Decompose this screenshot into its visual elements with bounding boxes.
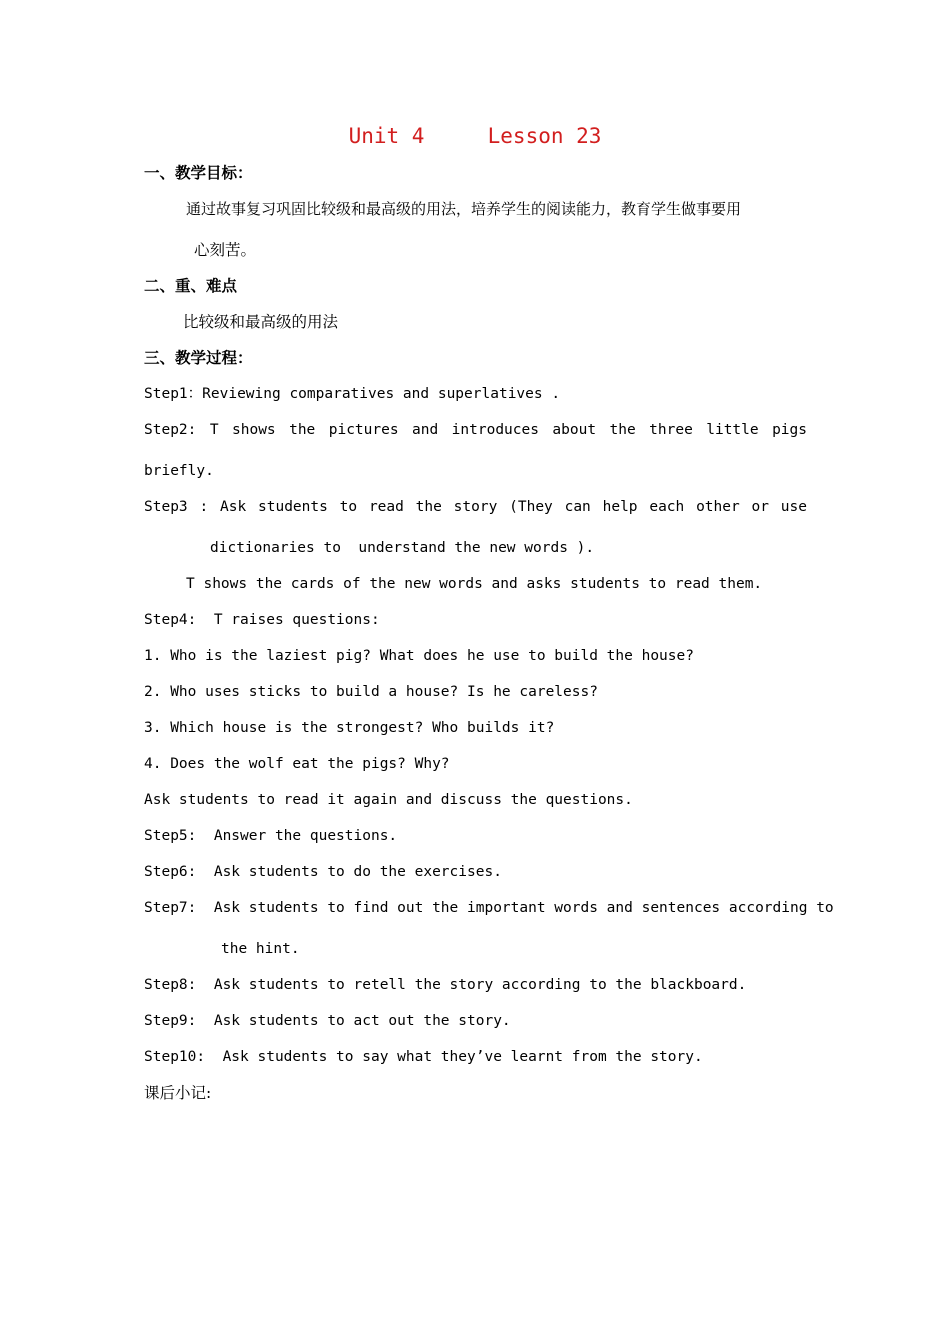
after-class-notes-label: 课后小记: <box>144 1084 212 1102</box>
question-1: 1. Who is the laziest pig? What does he use to build the house? <box>144 648 694 664</box>
step2-text-line2: briefly. <box>144 463 214 479</box>
step7-text-line2: the hint. <box>221 941 300 957</box>
step1-text: Step1：Reviewing comparatives and superlatives . <box>144 386 561 402</box>
question-3: 3. Which house is the strongest? Who builds it? <box>144 720 555 736</box>
step9-text: Step9: Ask students to act out the story. <box>144 1013 511 1029</box>
step8-text: Step8: Ask students to retell the story according to the blackboard. <box>144 977 747 993</box>
lesson-title: Lesson 23 <box>487 124 602 148</box>
step2-text-line1: Step2: T shows the pictures and introduces about the three little pigs <box>144 422 807 438</box>
question-4: 4. Does the wolf eat the pigs? Why? <box>144 756 450 772</box>
step7-text-line1: Step7: Ask students to find out the important words and sentences according to <box>144 900 834 916</box>
objectives-heading: 一、教学目标： <box>144 163 253 182</box>
step3-text-line1: Step3 : Ask students to read the story (They can help each other or use <box>144 499 807 515</box>
process-heading: 三、教学过程： <box>144 348 253 367</box>
difficulty-text: 比较级和最高级的用法 <box>183 313 339 331</box>
step4-text: Step4: T raises questions: <box>144 612 380 628</box>
page-title <box>0 124 950 148</box>
objectives-text-line1: 通过故事复习巩固比较级和最高级的用法，培养学生的阅读能力，教育学生做事要用 <box>186 200 742 218</box>
step10-text: Step10: Ask students to say what they’ve learnt from the story. <box>144 1049 703 1065</box>
unit-title: Unit 4 <box>348 124 425 148</box>
step6-text: Step6: Ask students to do the exercises. <box>144 864 502 880</box>
step5-text: Step5: Answer the questions. <box>144 828 398 844</box>
objectives-text-line2: 心刻苦。 <box>194 241 257 259</box>
step3-text-line3: T shows the cards of the new words and asks students to read them. <box>186 576 763 592</box>
question-2: 2. Who uses sticks to build a house? Is he careless? <box>144 684 598 700</box>
difficulty-heading: 二、重、难点 <box>144 276 238 295</box>
discuss-text: Ask students to read it again and discuss the questions. <box>144 792 633 808</box>
step3-text-line2: dictionaries to understand the new words ). <box>210 540 595 556</box>
